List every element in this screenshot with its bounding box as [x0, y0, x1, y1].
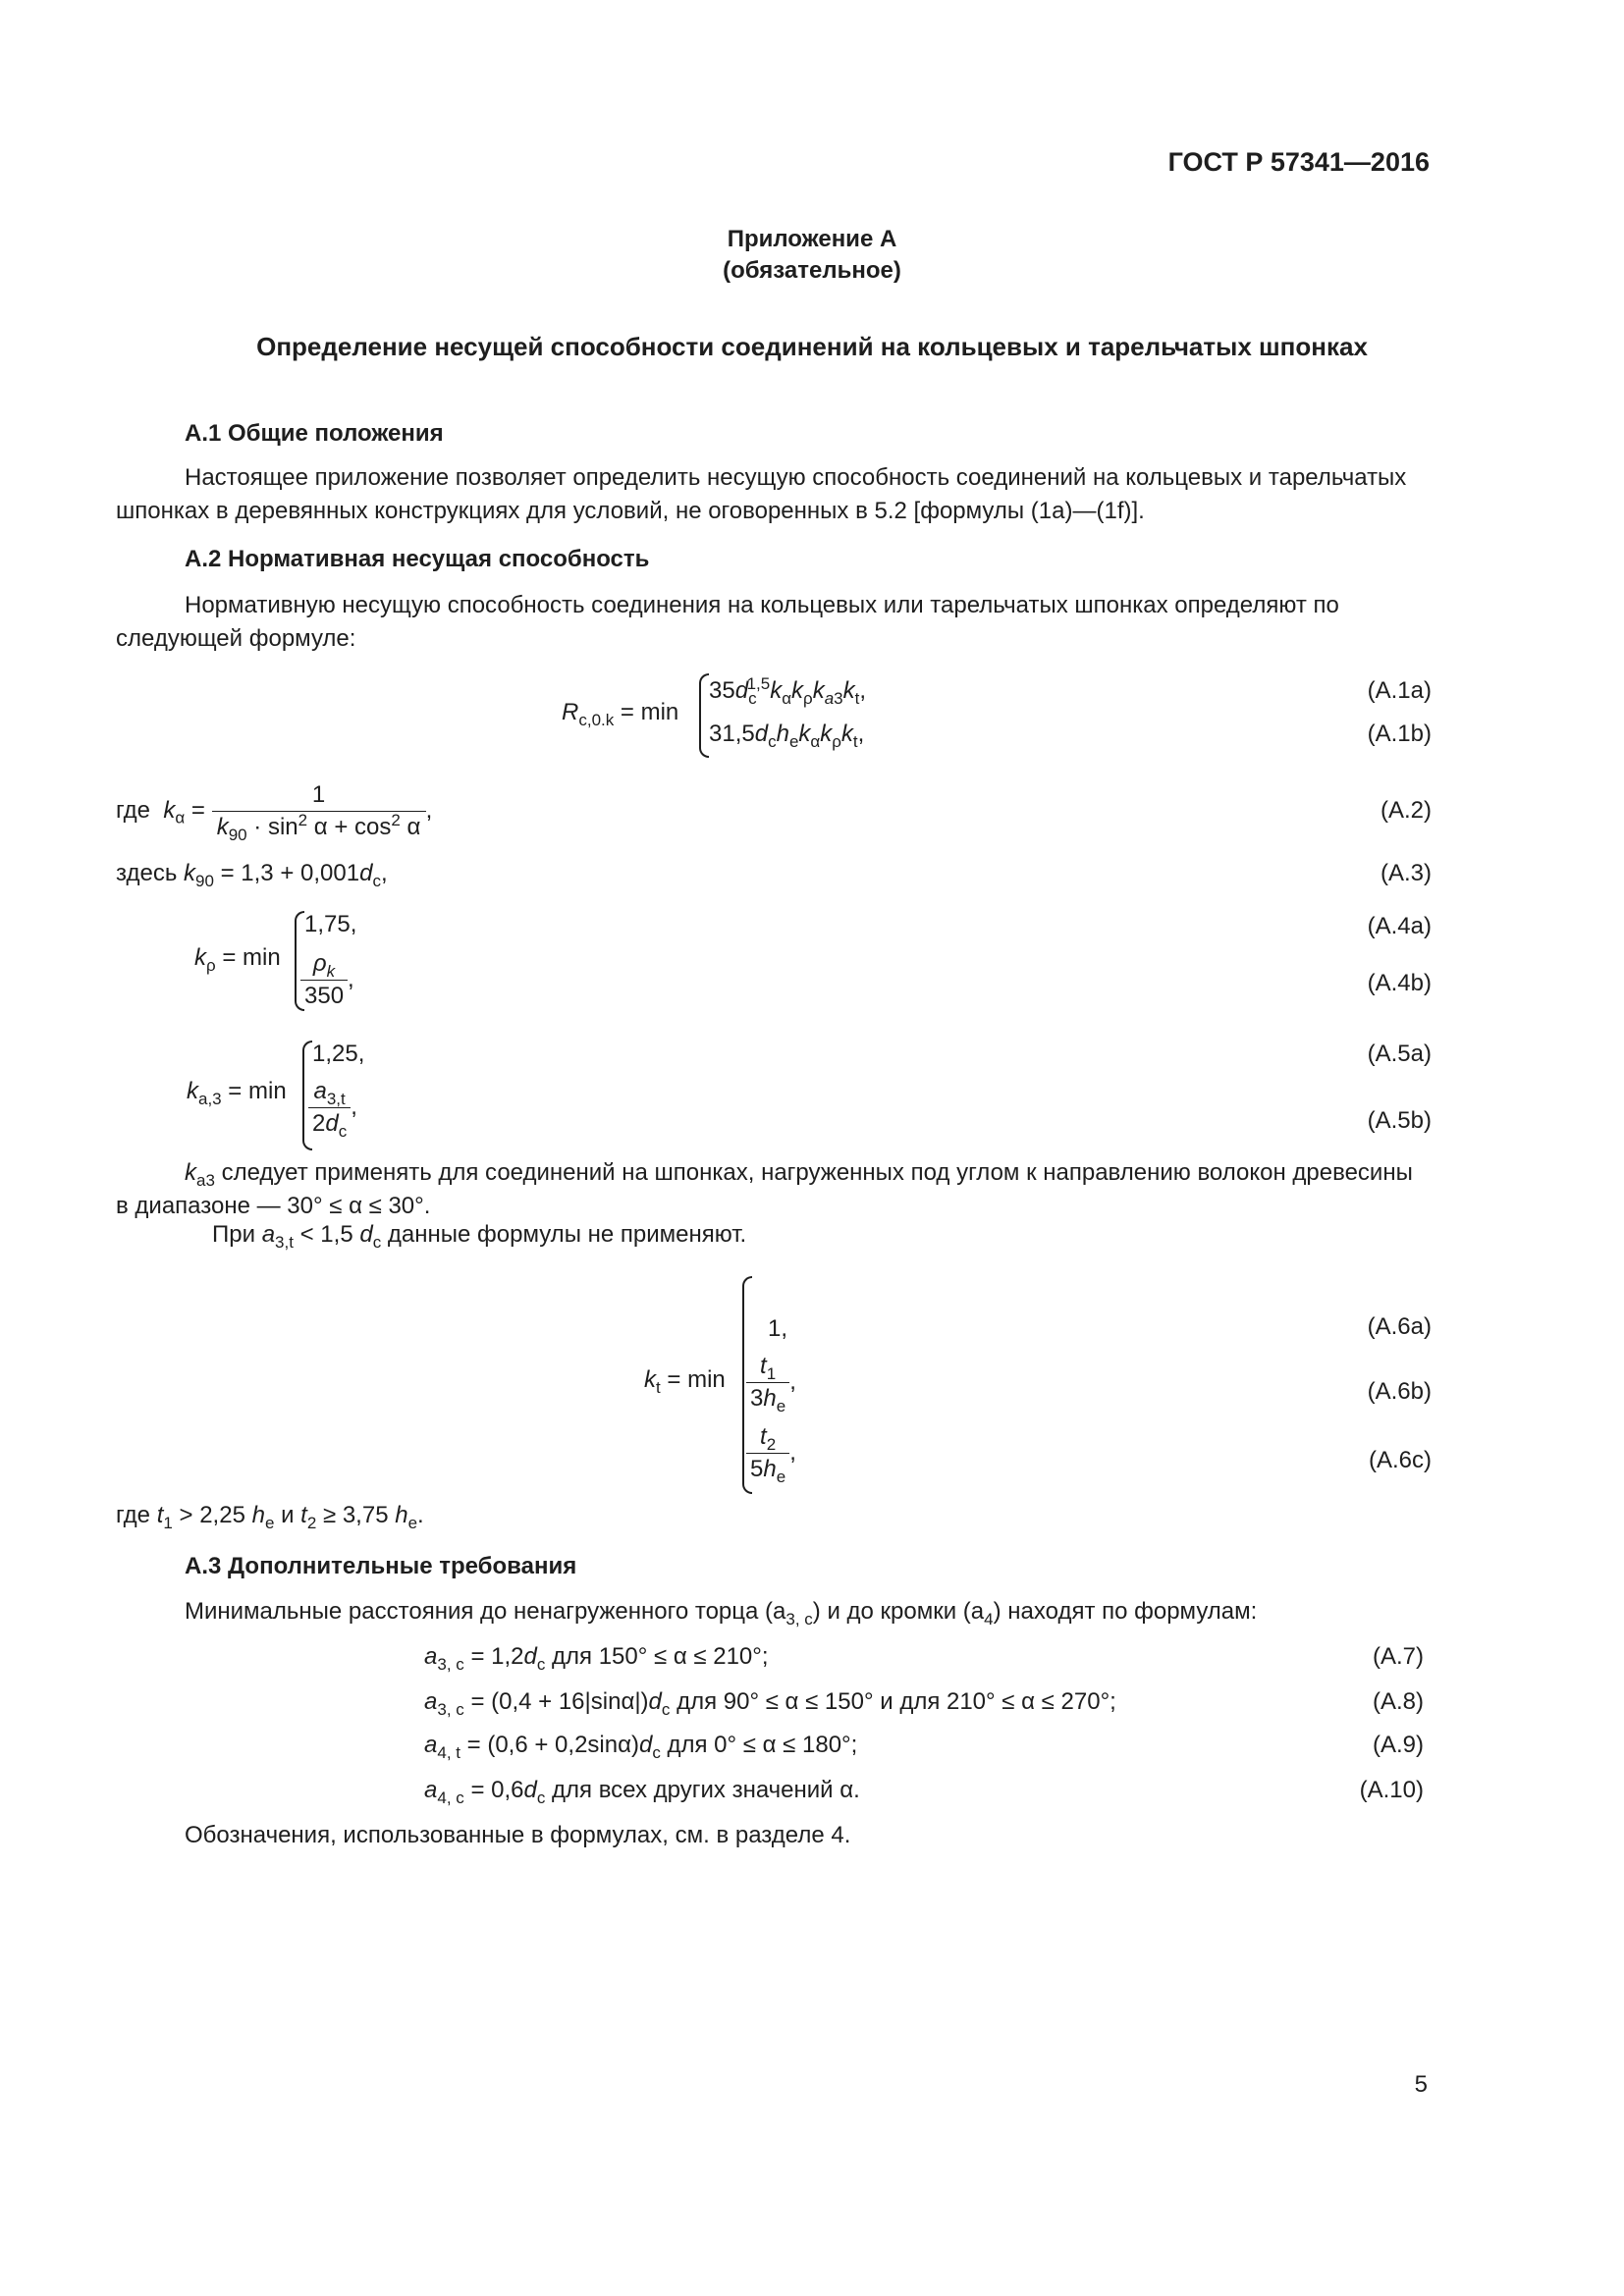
- formula-a6c-expr: $\frac{t_2}{5h_e}$ ,: [746, 1423, 796, 1483]
- formula-a3-number: (А.3): [1380, 860, 1432, 886]
- formula-a6b-number: (А.6b): [1367, 1378, 1432, 1405]
- formula-a9: $a_{4, t} = (0,6 + 0,2\sin\alpha)d_c$ для 0° ≤ α ≤ 180°;: [424, 1732, 858, 1762]
- formula-a4a-expr: 1,75,: [304, 911, 357, 937]
- formula-a1a-expr: $35d_c^{1,5}k_\alpha k_\rho k_{a3}k_t$,: [709, 674, 867, 708]
- standard-code: ГОСТ Р 57341—2016: [1167, 147, 1430, 177]
- page-number: 5: [1414, 2071, 1428, 2098]
- applicability-note: При $a_{3,t} < 1,5$ $d_c$ данные формулы не применяют.: [212, 1221, 747, 1252]
- t-condition: где $t_1 > 2,25$ $h_e$ и $t_2 \ge 3,75$ $h_e$.: [116, 1502, 424, 1532]
- formula-a5-lhs: $k_{a,3} = \min$: [187, 1078, 287, 1108]
- formula-a6a-expr: 1,: [768, 1315, 788, 1342]
- formula-a1b-number: (А.1b): [1367, 721, 1432, 747]
- formula-a8: $a_{3, c} = (0,4 + 16|\sin\alpha|)d_c$ для 90° ≤ α ≤ 150° и для 210° ≤ α ≤ 270°;: [424, 1688, 1116, 1719]
- formula-a1-brace: [699, 673, 709, 758]
- formula-a4a-number: (А.4а): [1367, 913, 1432, 939]
- formula-a5b-number: (А.5b): [1367, 1107, 1432, 1134]
- formula-a5a-number: (А.5а): [1367, 1041, 1432, 1067]
- formula-a4b-expr: $\frac{\rho_k}{350}$ ,: [300, 950, 354, 1010]
- formula-a1a-number: (А.1а): [1367, 677, 1432, 704]
- formula-a1-lhs: $R_{c,0.k} = \min$: [562, 699, 679, 729]
- formula-a2: где $k_\alpha$ = $\frac{1}{k_{90} \cdot \sin^2 \alpha + \cos^2 \alpha}$ ,: [116, 781, 433, 844]
- formula-a6b-expr: $\frac{t_1}{3h_e}$ ,: [746, 1353, 796, 1413]
- formula-a7-number: (А.7): [1372, 1643, 1424, 1670]
- document-title: Определение несущей способности соединений на кольцевых и тарельчатых шпонках: [256, 332, 1368, 361]
- formula-a4-lhs: $k_\rho = \min$: [194, 944, 281, 975]
- formula-a7: $a_{3, c} = 1,2d_c$ для 150° ≤ α ≤ 210°;: [424, 1643, 769, 1674]
- section-a3-text: Минимальные расстояния до ненагруженного торца $(a_{3, c})$ и до кромки $(a_4)$ находят по формулам:: [185, 1598, 1258, 1629]
- section-a1-heading: А.1 Общие положения: [185, 420, 444, 447]
- section-a1-text: Настоящее приложение позволяет определить несущую способность соединений на кольцевых и тарельчатых шпонках в деревянных конструкциях для условий, не оговоренных в 5.2 [формулы (1а)—(1f)].: [116, 464, 1407, 524]
- appendix-status: (обязательное): [723, 257, 901, 284]
- section-a2-text: Нормативную несущую способность соединения на кольцевых или тарельчатых шпонках определяют по следующей формуле:: [116, 592, 1339, 652]
- formula-a8-number: (А.8): [1372, 1688, 1424, 1715]
- formula-a3: здесь $k_{90} = 1,3 + 0,001d_c$,: [116, 860, 388, 890]
- formula-a10: $a_{4, c} = 0,6d_c$ для всех других значений α.: [424, 1777, 860, 1807]
- formula-a5a-expr: 1,25,: [312, 1041, 365, 1067]
- formula-a9-number: (А.9): [1372, 1732, 1424, 1758]
- formula-a2-number: (А.2): [1380, 797, 1432, 824]
- formula-a6-lhs: $k_t = \min$: [644, 1366, 726, 1397]
- formula-a1b-expr: $31,5d_ch_ek_\alpha k_\rho k_t$,: [709, 721, 865, 751]
- section-a3-heading: А.3 Дополнительные требования: [185, 1553, 577, 1579]
- ka3-note: $k_{a3}$ следует применять для соединений на шпонках, нагруженных под углом к направлению волокон древесины в диапазоне — 30° ≤ α ≤ 30°.: [116, 1159, 1413, 1219]
- section-a3-closing: Обозначения, использованные в формулах, см. в разделе 4.: [185, 1822, 851, 1848]
- formula-a6c-number: (А.6с): [1368, 1447, 1432, 1473]
- formula-a5b-expr: $\frac{a_{3,t}}{2d_c}$ ,: [308, 1078, 357, 1138]
- formula-a4b-number: (А.4b): [1367, 970, 1432, 996]
- formula-a10-number: (А.10): [1359, 1777, 1424, 1803]
- appendix-title: Приложение А: [727, 226, 897, 252]
- formula-a6a-number: (А.6а): [1367, 1313, 1432, 1340]
- section-a2-heading: А.2 Нормативная несущая способность: [185, 546, 650, 572]
